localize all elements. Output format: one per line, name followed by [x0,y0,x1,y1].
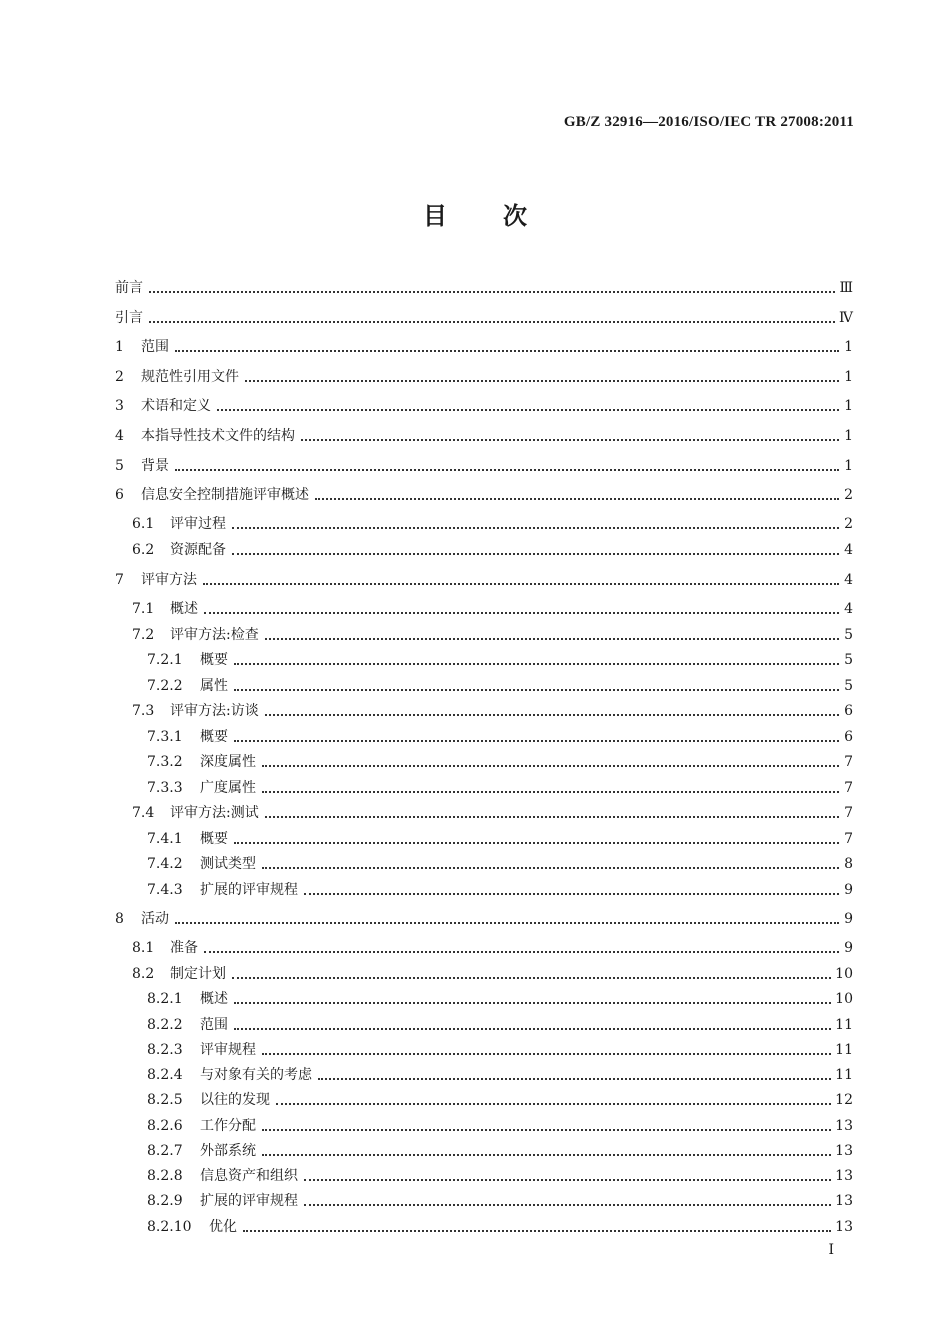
toc-entry-page: 10 [835,966,853,982]
toc-entry-page: 13 [835,1118,853,1134]
toc-entry[interactable] [115,1012,853,1034]
toc-entry-label: 规范性引用文件 [141,369,239,385]
toc-leader-dots [149,290,835,293]
toc-entry-number: 7.3.1 [147,729,183,745]
toc-entry-number: 8.2.1 [147,991,183,1007]
toc-entry-number: 7.4.1 [147,831,183,847]
toc-entry-label: 范围 [200,1017,228,1033]
toc-entry[interactable] [115,1138,853,1160]
toc-entry[interactable] [115,305,853,327]
toc-entry[interactable] [115,961,853,983]
toc-leader-dots [276,1102,831,1105]
toc-entry-page: 12 [835,1092,853,1108]
page-number: I [828,1242,834,1258]
toc-entry-label: 术语和定义 [141,398,211,414]
toc-entry-page: Ⅲ [839,280,853,296]
toc-entry[interactable] [115,724,853,746]
standard-code-header: GB/Z 32916—2016/ISO/IEC TR 27008:2011 [563,114,854,130]
toc-entry[interactable] [115,877,853,899]
toc-leader-dots [262,1153,831,1156]
toc-entry-page: 9 [844,882,853,898]
toc-entry-page: 7 [844,831,853,847]
toc-entry-page: 11 [835,1042,853,1058]
toc-entry-number: 7.2.2 [147,678,183,694]
toc-entry[interactable] [115,511,853,533]
toc-entry-number: 7.4.3 [147,882,183,898]
toc-entry-label: 评审规程 [200,1042,256,1058]
toc-entry-page: Ⅳ [839,310,853,326]
toc-entry-label: 与对象有关的考虑 [200,1067,312,1083]
toc-entry-page: 13 [835,1143,853,1159]
toc-entry-number: 8.2 [132,966,155,982]
toc-leader-dots [262,790,839,793]
toc-entry-page: 1 [844,428,853,444]
toc-leader-dots [262,1128,831,1131]
toc-entry[interactable] [115,775,853,797]
toc-entry[interactable] [115,906,853,928]
toc-entry-label: 概要 [200,652,228,668]
toc-entry-number: 6.1 [132,516,155,532]
toc-entry-page: 1 [844,398,853,414]
toc-entry-page: 4 [844,601,853,617]
toc-entry-number: 8.2.9 [147,1193,183,1209]
toc-leader-dots [234,1027,831,1030]
toc-entry[interactable] [115,596,853,618]
toc-entry[interactable] [115,1188,853,1210]
toc-entry-label: 扩展的评审规程 [200,1193,298,1209]
title-char-2: 次 [503,202,527,230]
toc-entry[interactable] [115,334,853,356]
toc-entry-page: 4 [844,572,853,588]
toc-entry-label: 引言 [115,310,143,326]
toc-leader-dots [175,921,839,924]
toc-entry-page: 7 [844,754,853,770]
toc-entry[interactable] [115,800,853,822]
toc-entry[interactable] [115,935,853,957]
toc-entry-label: 准备 [170,940,198,956]
toc-entry-page: 10 [835,991,853,1007]
toc-entry[interactable] [115,1113,853,1135]
toc-entry[interactable] [115,698,853,720]
toc-entry[interactable] [115,749,853,771]
toc-entry-number: 7 [115,572,124,588]
toc-entry-page: 13 [835,1219,853,1235]
toc-entry-label: 测试类型 [200,856,256,872]
toc-entry-page: 5 [844,627,853,643]
toc-entry-number: 8.2.4 [147,1067,183,1083]
toc-entry-number: 6.2 [132,542,155,558]
toc-entry-label: 信息资产和组织 [200,1168,298,1184]
toc-entry-page: 9 [844,940,853,956]
toc-entry[interactable] [115,647,853,669]
toc-entry-page: 1 [844,458,853,474]
toc-entry-label: 广度属性 [200,780,256,796]
toc-entry-label: 优化 [209,1219,237,1235]
toc-entry-label: 资源配备 [170,542,226,558]
toc-entry[interactable] [115,986,853,1008]
toc-entry-page: 8 [844,856,853,872]
toc-entry[interactable] [115,851,853,873]
toc-entry-number: 8.2.10 [147,1219,192,1235]
toc-leader-dots [203,582,839,585]
toc-entry-number: 7.4 [132,805,155,821]
toc-entry-label: 深度属性 [200,754,256,770]
toc-leader-dots [234,662,839,665]
toc-leader-dots [232,526,839,529]
toc-entry-page: 5 [844,652,853,668]
toc-leader-dots [204,611,839,614]
toc-entry[interactable] [115,1037,853,1059]
toc-entry[interactable] [115,826,853,848]
page-title [0,196,950,231]
toc-entry-number: 8.2.6 [147,1118,183,1134]
toc-entry-label: 工作分配 [200,1118,256,1134]
toc-entry-page: 9 [844,911,853,927]
toc-leader-dots [234,841,839,844]
toc-entry-number: 7.3.3 [147,780,183,796]
toc-leader-dots [234,1001,831,1004]
toc-entry-page: 13 [835,1168,853,1184]
toc-entry-label: 评审方法:访谈 [170,703,259,719]
toc-entry-label: 评审方法:检查 [170,627,259,643]
toc-entry-number: 7.2 [132,627,155,643]
toc-entry[interactable] [115,537,853,559]
toc-entry[interactable] [115,275,853,297]
toc-entry-number: 3 [115,398,124,414]
toc-entry-page: 1 [844,369,853,385]
toc-entry-label: 评审过程 [170,516,226,532]
toc-entry-page: 11 [835,1017,853,1033]
toc-leader-dots [175,468,839,471]
toc-leader-dots [175,349,839,352]
toc-entry-page: 5 [844,678,853,694]
toc-entry[interactable] [115,453,853,475]
toc-entry-number: 6 [115,487,124,503]
toc-leader-dots [149,320,835,323]
toc-entry-page: 6 [844,703,853,719]
toc-entry-page: 2 [844,487,853,503]
toc-entry[interactable] [115,364,853,386]
toc-entry-number: 8.1 [132,940,155,956]
toc-entry-number: 7.2.1 [147,652,183,668]
toc-entry-number: 8.2.8 [147,1168,183,1184]
toc-entry-number: 7.1 [132,601,155,617]
toc-entry-number: 8.2.7 [147,1143,183,1159]
toc-leader-dots [245,379,839,382]
toc-leader-dots [265,713,839,716]
toc-leader-dots [304,1178,831,1181]
toc-entry-label: 概述 [170,601,198,617]
toc-leader-dots [265,815,839,818]
toc-leader-dots [318,1077,831,1080]
toc-leader-dots [265,637,839,640]
toc-entry-label: 前言 [115,280,143,296]
toc-entry-number: 8 [115,911,124,927]
toc-entry-page: 13 [835,1193,853,1209]
toc-entry-number: 7.3 [132,703,155,719]
toc-entry-number: 1 [115,339,124,355]
toc-entry-page: 7 [844,780,853,796]
toc-leader-dots [232,976,831,979]
toc-entry-number: 4 [115,428,124,444]
toc-leader-dots [234,739,839,742]
toc-leader-dots [232,552,839,555]
toc-entry-label: 扩展的评审规程 [200,882,298,898]
toc-entry[interactable] [115,567,853,589]
toc-entry[interactable] [115,1214,853,1236]
toc-leader-dots [315,497,839,500]
toc-entry-number: 7.3.2 [147,754,183,770]
toc-entry-label: 属性 [200,678,228,694]
toc-entry-page: 6 [844,729,853,745]
toc-entry[interactable] [115,1087,853,1109]
toc-entry-page: 1 [844,339,853,355]
toc-entry[interactable] [115,423,853,445]
toc-entry-page: 7 [844,805,853,821]
toc-entry-label: 概述 [200,991,228,1007]
toc-leader-dots [204,950,839,953]
toc-entry-label: 概要 [200,729,228,745]
toc-entry-label: 本指导性技术文件的结构 [141,428,295,444]
toc-leader-dots [262,866,839,869]
toc-leader-dots [304,1203,831,1206]
toc-entry-label: 评审方法 [141,572,197,588]
toc-leader-dots [304,892,839,895]
toc-entry-label: 以往的发现 [200,1092,270,1108]
title-char-1: 目 [423,202,447,230]
toc-entry-number: 8.2.2 [147,1017,183,1033]
toc-entry-label: 背景 [141,458,169,474]
toc-entry-number: 7.4.2 [147,856,183,872]
toc-entry-label: 活动 [141,911,169,927]
toc-entry-label: 范围 [141,339,169,355]
toc-entry-label: 概要 [200,831,228,847]
toc-entry-page: 2 [844,516,853,532]
toc-entry[interactable] [115,673,853,695]
toc-leader-dots [301,438,839,441]
toc-leader-dots [234,688,839,691]
toc-entry-page: 11 [835,1067,853,1083]
toc-entry-page: 4 [844,542,853,558]
toc-leader-dots [243,1229,831,1232]
toc-entry[interactable] [115,1062,853,1084]
toc-entry-label: 外部系统 [200,1143,256,1159]
toc-leader-dots [262,764,839,767]
toc-leader-dots [262,1052,831,1055]
toc-entry[interactable] [115,482,853,504]
toc-entry-number: 2 [115,369,124,385]
toc-entry[interactable] [115,622,853,644]
toc-entry[interactable] [115,393,853,415]
toc-entry-label: 评审方法:测试 [170,805,259,821]
toc-entry-number: 8.2.3 [147,1042,183,1058]
toc-entry-number: 5 [115,458,124,474]
toc-entry-number: 8.2.5 [147,1092,183,1108]
toc-leader-dots [217,408,839,411]
toc-entry-label: 信息安全控制措施评审概述 [141,487,309,503]
toc-entry[interactable] [115,1163,853,1185]
toc-entry-label: 制定计划 [170,966,226,982]
